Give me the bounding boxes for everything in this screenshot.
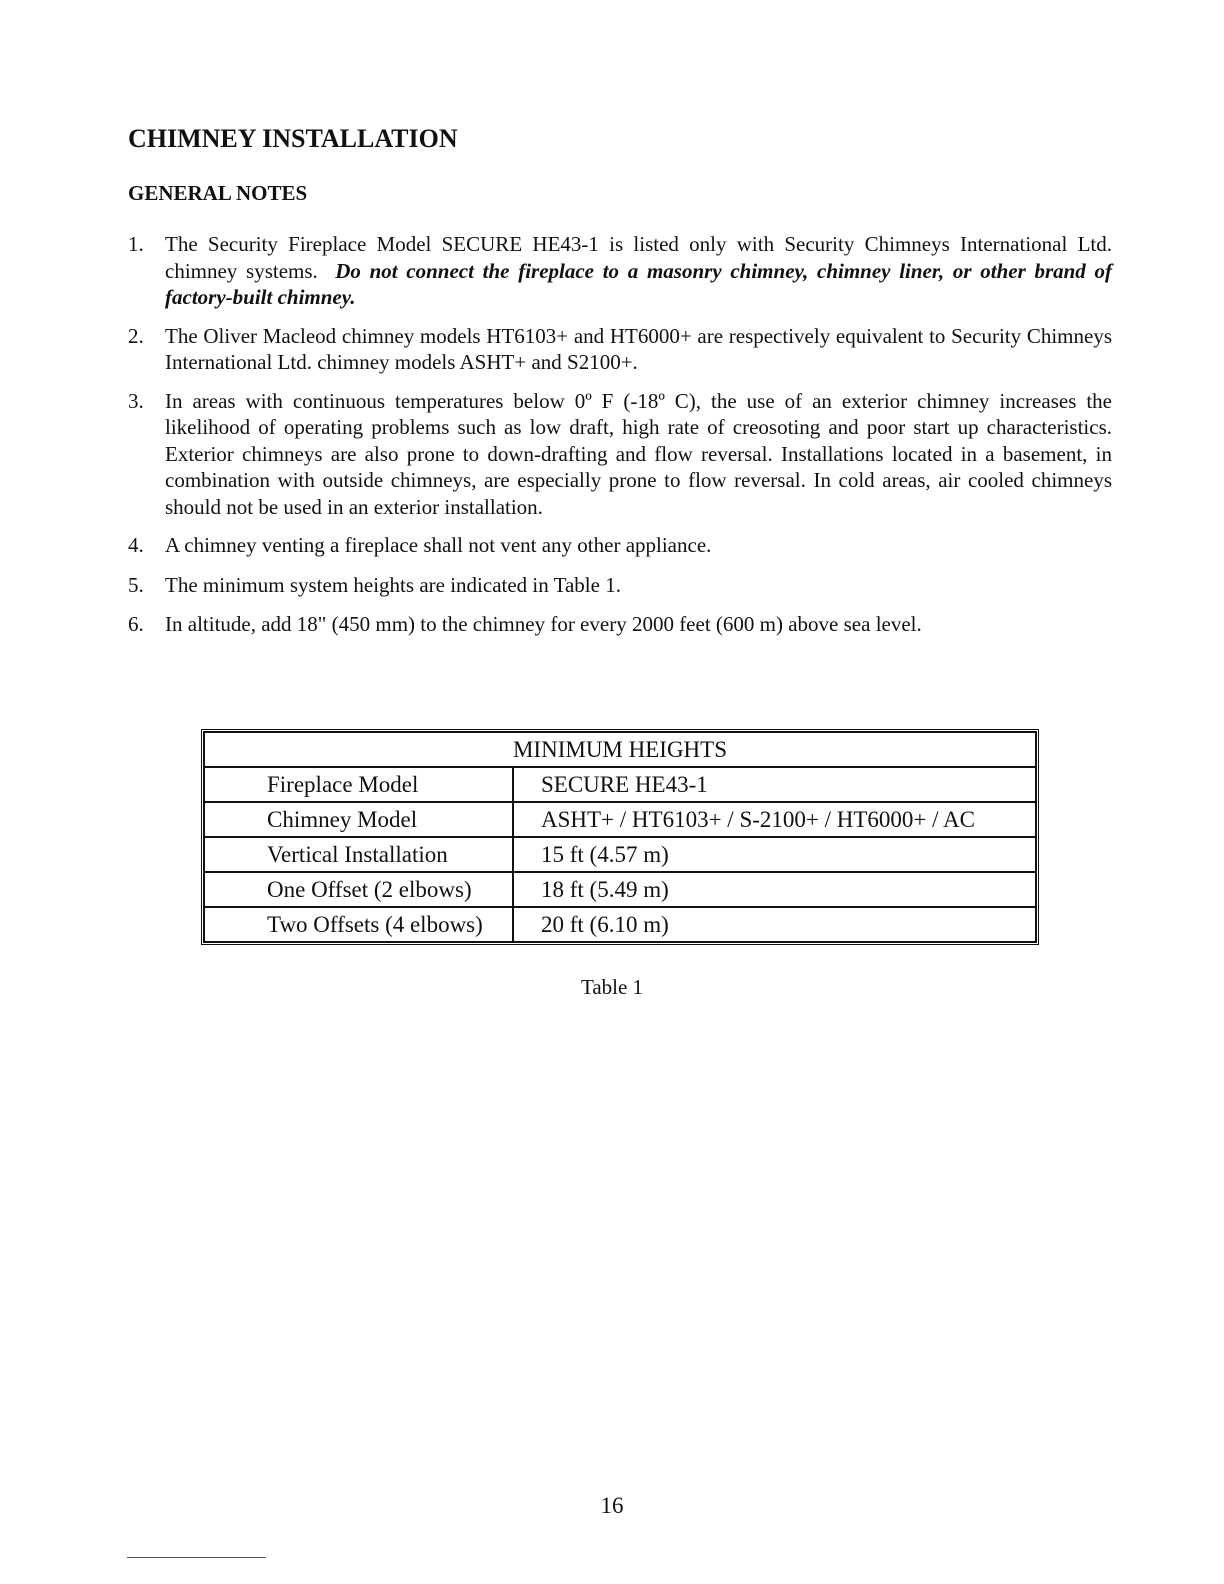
note-text: In areas with continuous temperatures below 0º F (-18º C), the use of an exterior chimney increases the likelihood of operating problems such as low draft, high rate of creosoting and poor start up characteristics. Exterior chimneys are also prone to down-drafting and flow reversal. Installations located in a basement, in combination with outside chimneys, are especially prone to flow reversal. In cold areas, air cooled chimneys should not be used in an exterior installation. — [165, 388, 1112, 519]
row-value: 15 ft (4.57 m) — [513, 837, 1036, 872]
note-number: 6. — [128, 612, 144, 636]
table-row — [204, 907, 1036, 942]
row-label: Vertical Installation — [204, 837, 513, 872]
row-value: ASHT+ / HT6103+ / S-2100+ / HT6000+ / AC — [513, 802, 1036, 837]
general-notes-list — [128, 231, 1112, 651]
table-header: MINIMUM HEIGHTS — [204, 732, 1036, 767]
section-heading: GENERAL NOTES — [128, 181, 308, 205]
note-item — [128, 388, 1112, 521]
note-text: The Security Fireplace Model SECURE HE43-1 is listed only with Security Chimneys International Ltd. chimney systems. — [165, 232, 1112, 283]
table-row — [204, 837, 1036, 872]
note-item — [128, 532, 1112, 559]
table-row — [204, 767, 1036, 802]
row-value: 20 ft (6.10 m) — [513, 907, 1036, 942]
table-caption: Table 1 — [580, 975, 644, 999]
note-item — [128, 323, 1112, 376]
note-item — [128, 611, 1112, 638]
table-row — [204, 802, 1036, 837]
note-item — [128, 572, 1112, 599]
row-label: One Offset (2 elbows) — [204, 872, 513, 907]
row-label: Fireplace Model — [204, 767, 513, 802]
note-number: 5. — [128, 572, 144, 597]
note-number: 2. — [128, 323, 144, 348]
table-row — [204, 872, 1036, 907]
note-text: The Oliver Macleod chimney models HT6103+ and HT6000+ are respectively equivalent to Security Chimneys International Ltd. chimney models ASHT+ and S2100+. — [165, 323, 1112, 374]
note-number: 4. — [128, 533, 144, 557]
row-label: Chimney Model — [204, 802, 513, 837]
row-value: 18 ft (5.49 m) — [513, 872, 1036, 907]
note-warning: Do not connect the fireplace to a masonry chimney, chimney liner, or other brand of factory-built chimney. — [165, 258, 1112, 309]
minimum-heights-table — [201, 729, 1039, 945]
note-text: In altitude, add 18" (450 mm) to the chimney for every 2000 feet (600 m) above sea level. — [165, 612, 922, 636]
row-label: Two Offsets (4 elbows) — [204, 907, 513, 942]
note-item — [128, 231, 1112, 311]
page-number: 16 — [600, 1493, 624, 1518]
note-text: A chimney venting a fireplace shall not vent any other appliance. — [165, 533, 712, 557]
page-title: CHIMNEY INSTALLATION — [128, 124, 458, 153]
footnote-divider — [127, 1557, 266, 1558]
note-number: 1. — [128, 232, 144, 256]
row-value: SECURE HE43-1 — [513, 767, 1036, 802]
note-number: 3. — [128, 388, 144, 413]
note-text: The minimum system heights are indicated in Table 1. — [165, 572, 621, 597]
